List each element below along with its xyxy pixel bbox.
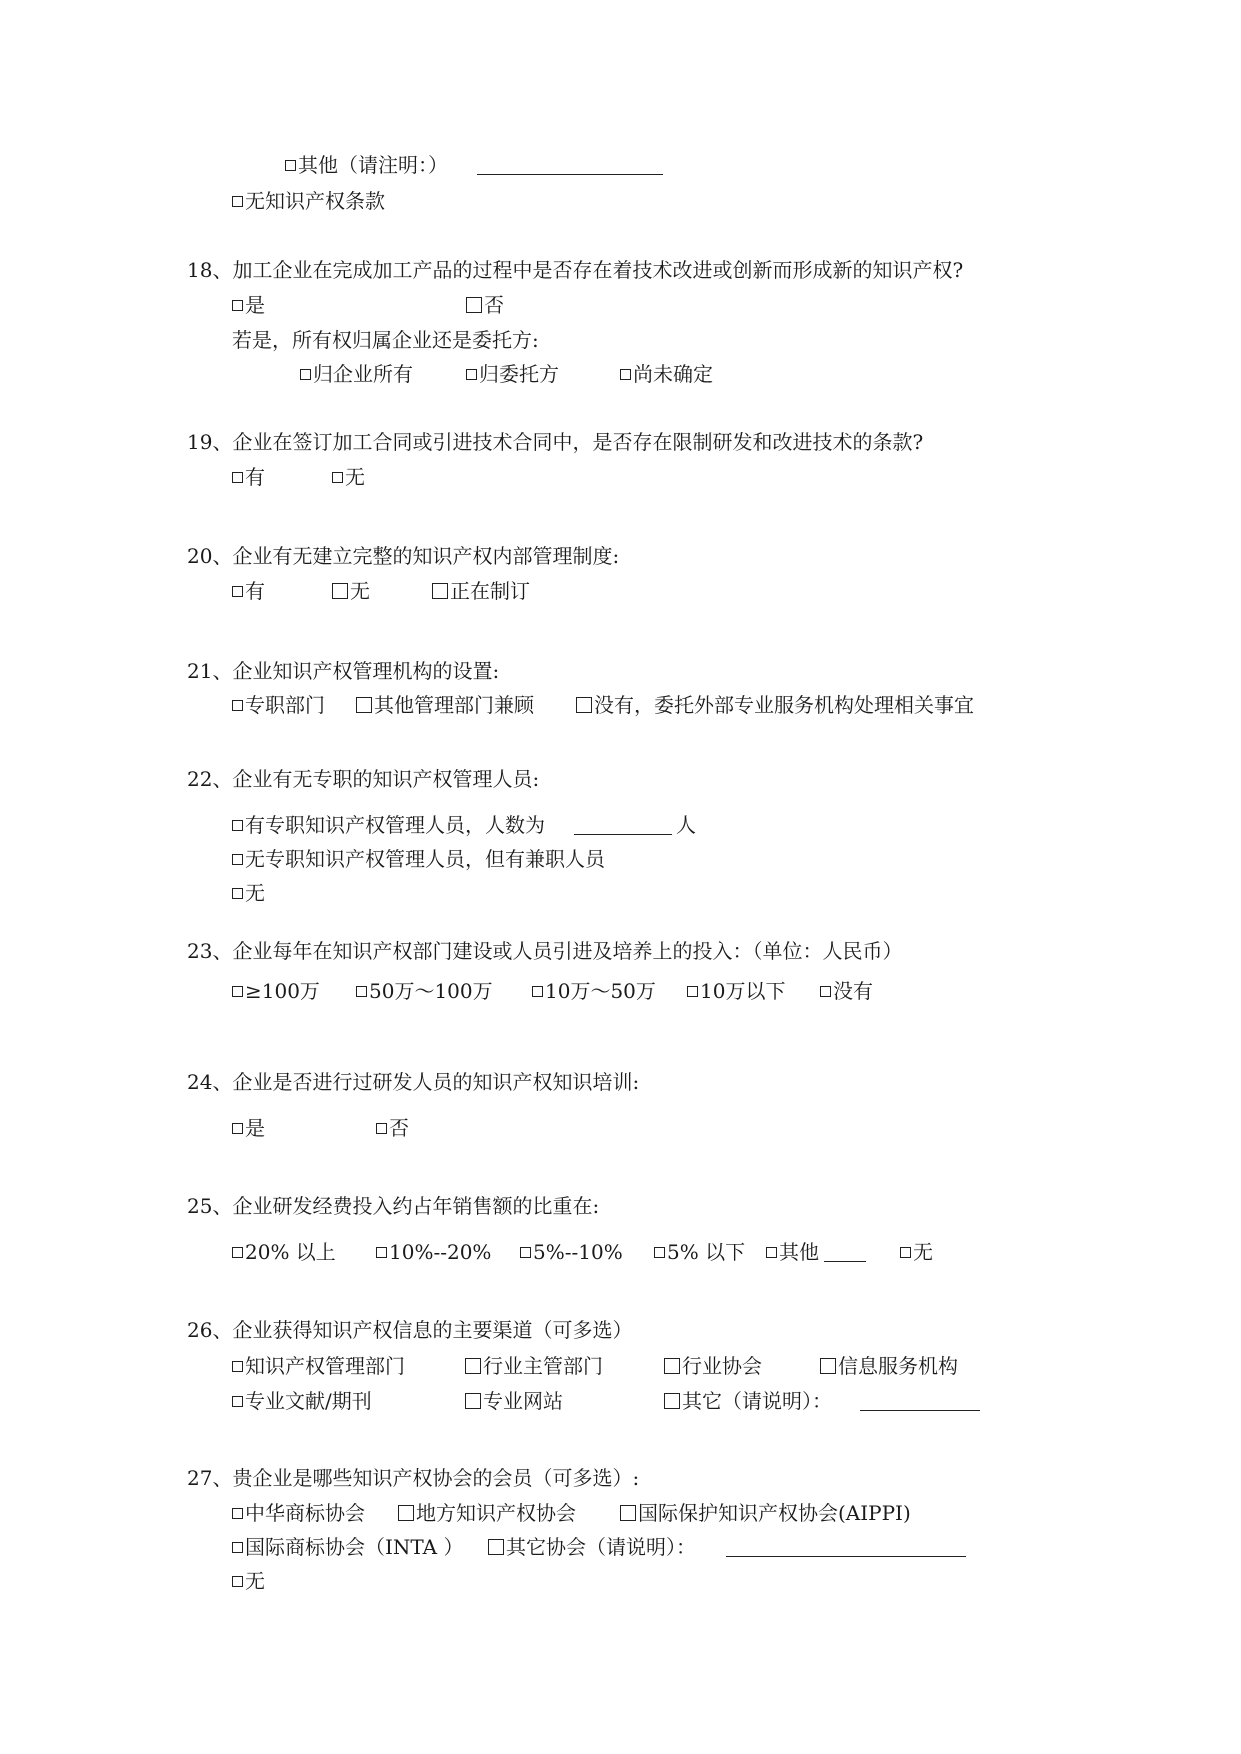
- q18-follow: 若是，所有权归属企业还是委托方:: [232, 328, 539, 352]
- q27-opt5[interactable]: [488, 1534, 696, 1560]
- q19-text: 19、企业在签订加工合同或引进技术合同中，是否存在限制研发和改进技术的条款?: [187, 430, 924, 454]
- checkbox-icon[interactable]: [664, 1393, 680, 1409]
- checkbox-icon[interactable]: [232, 1396, 243, 1407]
- option-label: 无: [350, 579, 370, 603]
- checkbox-icon[interactable]: [532, 986, 543, 997]
- option-label: 中华商标协会: [245, 1501, 365, 1525]
- q26-text: 26、企业获得知识产权信息的主要渠道（可多选）: [187, 1318, 633, 1342]
- staff-count-blank[interactable]: [574, 814, 672, 835]
- option-label: 是: [245, 1116, 265, 1140]
- q26-opt2[interactable]: [465, 1353, 603, 1379]
- q27-opt3[interactable]: [620, 1500, 911, 1526]
- checkbox-icon[interactable]: [432, 583, 448, 599]
- q18-enterprise-option[interactable]: [300, 361, 413, 387]
- option-label: 无专职知识产权管理人员，但有兼职人员: [245, 847, 605, 871]
- option-label: 其它协会（请说明）：: [506, 1535, 696, 1559]
- checkbox-icon[interactable]: [232, 300, 243, 311]
- option-label: 有: [245, 579, 265, 603]
- checkbox-icon[interactable]: [620, 1505, 636, 1521]
- checkbox-icon[interactable]: [356, 697, 372, 713]
- q21-dedicated-option[interactable]: [232, 692, 325, 718]
- option-label: ≥100万: [245, 979, 320, 1003]
- q18-text: 18、加工企业在完成加工产品的过程中是否存在着技术改进或创新而形成新的知识产权?: [187, 258, 964, 282]
- option-label: 10万～50万: [545, 979, 656, 1003]
- q27-opt1[interactable]: [232, 1500, 365, 1526]
- option-label: 正在制订: [450, 579, 530, 603]
- q18-undecided-option[interactable]: [620, 361, 713, 387]
- checkbox-icon[interactable]: [465, 1358, 481, 1374]
- checkbox-icon[interactable]: [488, 1539, 504, 1555]
- option-label: 无知识产权条款: [245, 189, 385, 213]
- checkbox-icon[interactable]: [300, 369, 311, 380]
- q26-other-blank[interactable]: [860, 1390, 980, 1411]
- checkbox-icon[interactable]: [232, 1247, 243, 1258]
- q25-opt1[interactable]: [232, 1239, 336, 1265]
- option-label: 其他: [779, 1240, 819, 1264]
- checkbox-icon[interactable]: [900, 1247, 911, 1258]
- option-label: 无: [245, 881, 265, 905]
- option-label: 无: [245, 1569, 265, 1593]
- checkbox-icon[interactable]: [232, 1508, 243, 1519]
- checkbox-icon[interactable]: [520, 1247, 531, 1258]
- q25-opt3[interactable]: [520, 1239, 623, 1265]
- checkbox-icon[interactable]: [466, 369, 477, 380]
- option-label: 5%--10%: [533, 1240, 623, 1264]
- q22-dedicated-staff-option[interactable]: [232, 812, 545, 838]
- checkbox-icon[interactable]: [285, 160, 296, 171]
- checkbox-icon[interactable]: [232, 1361, 243, 1372]
- q20-text: 20、企业有无建立完整的知识产权内部管理制度:: [187, 544, 620, 568]
- option-label: 没有: [833, 979, 873, 1003]
- checkbox-icon[interactable]: [687, 986, 698, 997]
- option-label: 其他管理部门兼顾: [374, 693, 534, 717]
- option-label: 无: [345, 465, 365, 489]
- option-label: 没有，委托外部专业服务机构处理相关事宜: [594, 693, 974, 717]
- q27-other-blank[interactable]: [726, 1536, 966, 1557]
- option-label: 专业文献/期刊: [245, 1389, 372, 1413]
- q24-text: 24、企业是否进行过研发人员的知识产权知识培训:: [187, 1070, 640, 1094]
- checkbox-icon[interactable]: [376, 1123, 387, 1134]
- checkbox-icon[interactable]: [232, 888, 243, 899]
- q25-text: 25、企业研发经费投入约占年销售额的比重在:: [187, 1194, 600, 1218]
- checkbox-icon[interactable]: [465, 1393, 481, 1409]
- q26-opt5[interactable]: [232, 1388, 372, 1414]
- q25-opt5[interactable]: [766, 1239, 819, 1265]
- q25-opt4[interactable]: [654, 1239, 745, 1265]
- option-label: 否: [389, 1116, 409, 1140]
- q27-opt4[interactable]: [232, 1534, 463, 1560]
- checkbox-icon[interactable]: [620, 369, 631, 380]
- q23-opt4[interactable]: [687, 978, 785, 1004]
- q20-no-option[interactable]: [332, 578, 370, 604]
- q21-other-dept-option[interactable]: [356, 692, 534, 718]
- q26-opt7[interactable]: [664, 1388, 832, 1414]
- checkbox-icon[interactable]: [232, 1123, 243, 1134]
- option-label: 有专职知识产权管理人员，人数为: [245, 813, 545, 837]
- checkbox-icon[interactable]: [820, 986, 831, 997]
- option-label: 行业主管部门: [483, 1354, 603, 1378]
- q26-opt3[interactable]: [664, 1353, 762, 1379]
- checkbox-icon[interactable]: [820, 1358, 836, 1374]
- q26-opt4[interactable]: [820, 1353, 958, 1379]
- option-label: 10万以下: [700, 979, 786, 1003]
- checkbox-icon[interactable]: [232, 700, 243, 711]
- q20-drafting-option[interactable]: [432, 578, 530, 604]
- q19-no-option[interactable]: [332, 464, 365, 490]
- checkbox-icon[interactable]: [398, 1505, 414, 1521]
- unit-label: 人: [676, 813, 696, 837]
- option-label: 知识产权管理部门: [245, 1354, 405, 1378]
- q23-opt2[interactable]: [356, 978, 493, 1004]
- checkbox-icon[interactable]: [232, 196, 243, 207]
- checkbox-icon[interactable]: [232, 854, 243, 865]
- option-label: 5% 以下: [667, 1240, 746, 1264]
- checkbox-icon[interactable]: [232, 986, 243, 997]
- checkbox-icon[interactable]: [466, 297, 482, 313]
- option-label: 无: [913, 1240, 933, 1264]
- option-label: 专业网站: [483, 1389, 563, 1413]
- option-label: 信息服务机构: [838, 1354, 958, 1378]
- checkbox-icon[interactable]: [332, 583, 348, 599]
- q18-yes-option[interactable]: [232, 292, 265, 318]
- checkbox-icon[interactable]: [232, 586, 243, 597]
- q26-opt1[interactable]: [232, 1353, 405, 1379]
- checkbox-icon[interactable]: [232, 820, 243, 831]
- other-option[interactable]: [285, 152, 448, 178]
- checkbox-icon[interactable]: [232, 472, 243, 483]
- other-blank[interactable]: [477, 154, 663, 175]
- option-label: 国际保护知识产权协会(AIPPI): [638, 1501, 911, 1525]
- option-label: 地方知识产权协会: [416, 1501, 576, 1525]
- option-label: 归委托方: [479, 362, 559, 386]
- option-label: 50万～100万: [369, 979, 493, 1003]
- option-label: 10%--20%: [389, 1240, 492, 1264]
- checkbox-icon[interactable]: [332, 472, 343, 483]
- checkbox-icon[interactable]: [654, 1247, 665, 1258]
- q21-text: 21、企业知识产权管理机构的设置:: [187, 659, 500, 683]
- q22-text: 22、企业有无专职的知识产权管理人员:: [187, 767, 540, 791]
- q23-text: 23、企业每年在知识产权部门建设或人员引进及培养上的投入：（单位：人民币）: [187, 939, 903, 963]
- q24-yes-option[interactable]: [232, 1115, 265, 1141]
- q21-outsourced-option[interactable]: [576, 692, 974, 718]
- option-label: 否: [484, 293, 504, 317]
- option-label: 尚未确定: [633, 362, 713, 386]
- q22-parttime-option[interactable]: [232, 846, 605, 872]
- q18-no-option[interactable]: [466, 292, 504, 318]
- checkbox-icon[interactable]: [232, 1576, 243, 1587]
- q23-opt1[interactable]: [232, 978, 320, 1004]
- option-label: 是: [245, 293, 265, 317]
- q27-opt6[interactable]: [232, 1568, 265, 1594]
- option-label: 其他（请注明：）: [298, 153, 448, 177]
- q18-client-option[interactable]: [466, 361, 559, 387]
- q27-text: 27、贵企业是哪些知识产权协会的会员（可多选）:: [187, 1466, 640, 1490]
- q26-opt6[interactable]: [465, 1388, 563, 1414]
- q25-opt6[interactable]: [900, 1239, 933, 1265]
- no-ip-clause-option[interactable]: [232, 188, 385, 214]
- checkbox-icon[interactable]: [766, 1247, 777, 1258]
- q24-no-option[interactable]: [376, 1115, 409, 1141]
- checkbox-icon[interactable]: [376, 1247, 387, 1258]
- checkbox-icon[interactable]: [576, 697, 592, 713]
- q25-opt2[interactable]: [376, 1239, 491, 1265]
- option-label: 行业协会: [682, 1354, 762, 1378]
- checkbox-icon[interactable]: [664, 1358, 680, 1374]
- option-label: 有: [245, 465, 265, 489]
- option-label: 专职部门: [245, 693, 325, 717]
- option-label: 归企业所有: [313, 362, 413, 386]
- q23-opt3[interactable]: [532, 978, 656, 1004]
- checkbox-icon[interactable]: [232, 1542, 243, 1553]
- checkbox-icon[interactable]: [356, 986, 367, 997]
- option-label: 20% 以上: [245, 1240, 336, 1264]
- q23-opt5[interactable]: [820, 978, 873, 1004]
- q25-other-blank[interactable]: [824, 1241, 866, 1262]
- option-label: 其它（请说明）：: [682, 1389, 832, 1413]
- q27-opt2[interactable]: [398, 1500, 576, 1526]
- option-label: 国际商标协会（INTA ）: [245, 1535, 464, 1559]
- q19-yes-option[interactable]: [232, 464, 265, 490]
- q22-none-option[interactable]: [232, 880, 265, 906]
- q20-yes-option[interactable]: [232, 578, 265, 604]
